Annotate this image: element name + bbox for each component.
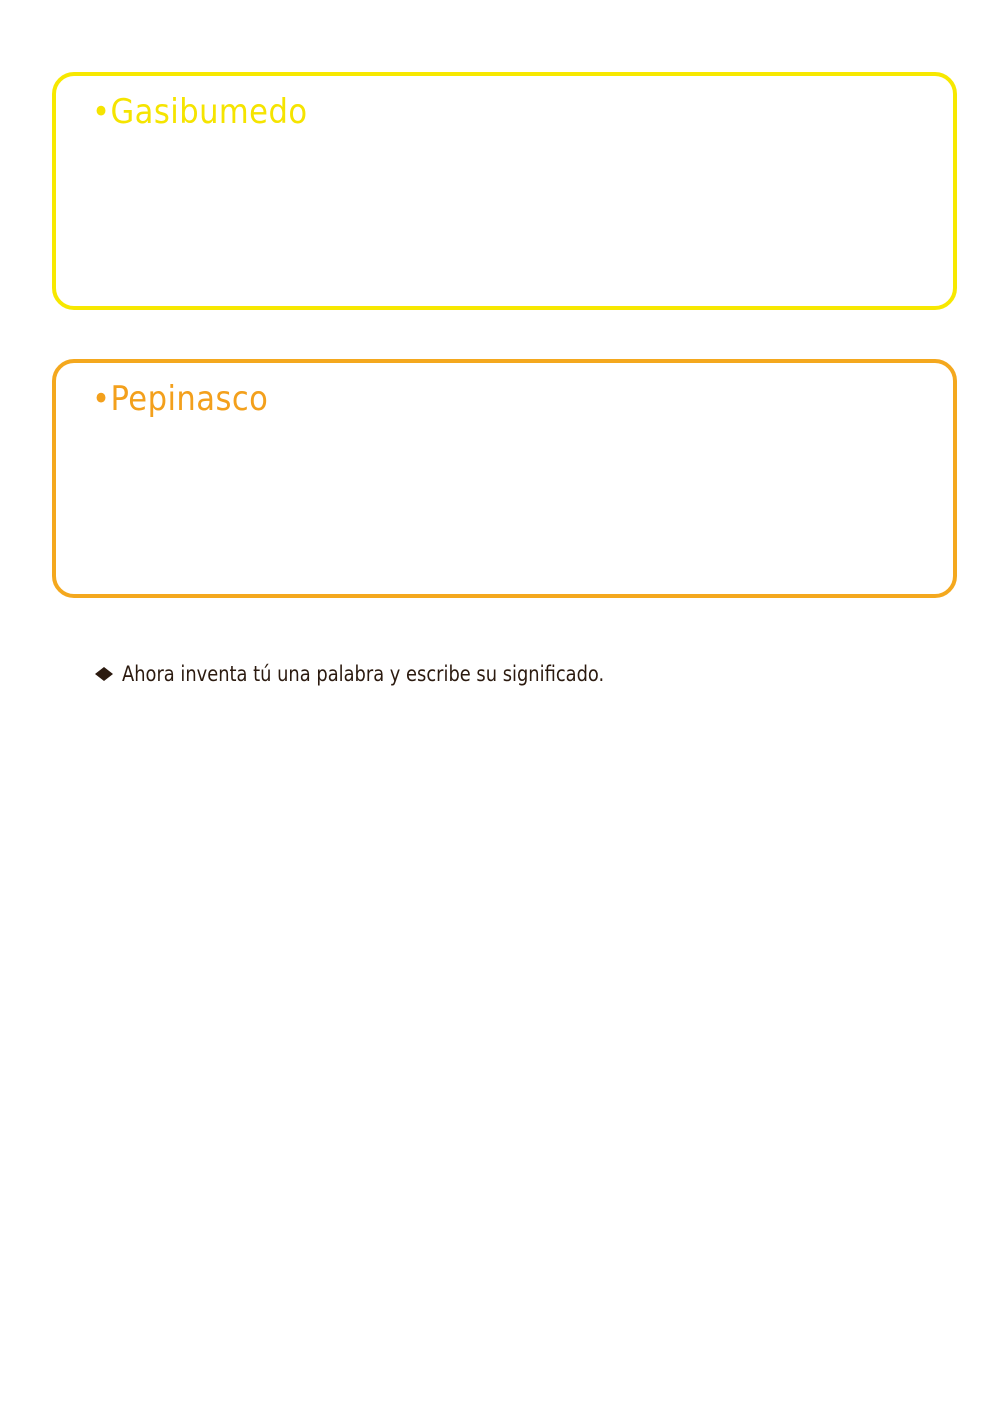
diamond-bullet-icon [94,666,114,682]
instruction-text: Ahora inventa tú una palabra y escribe su significado. [122,662,605,686]
instruction-line [94,662,689,686]
word-title-pepinasco: •Pepinasco [92,379,269,419]
word-definition-box-1[interactable] [52,72,957,310]
word-definition-box-2[interactable] [52,359,957,598]
word-title-gasibumedo: •Gasibumedo [92,92,308,132]
